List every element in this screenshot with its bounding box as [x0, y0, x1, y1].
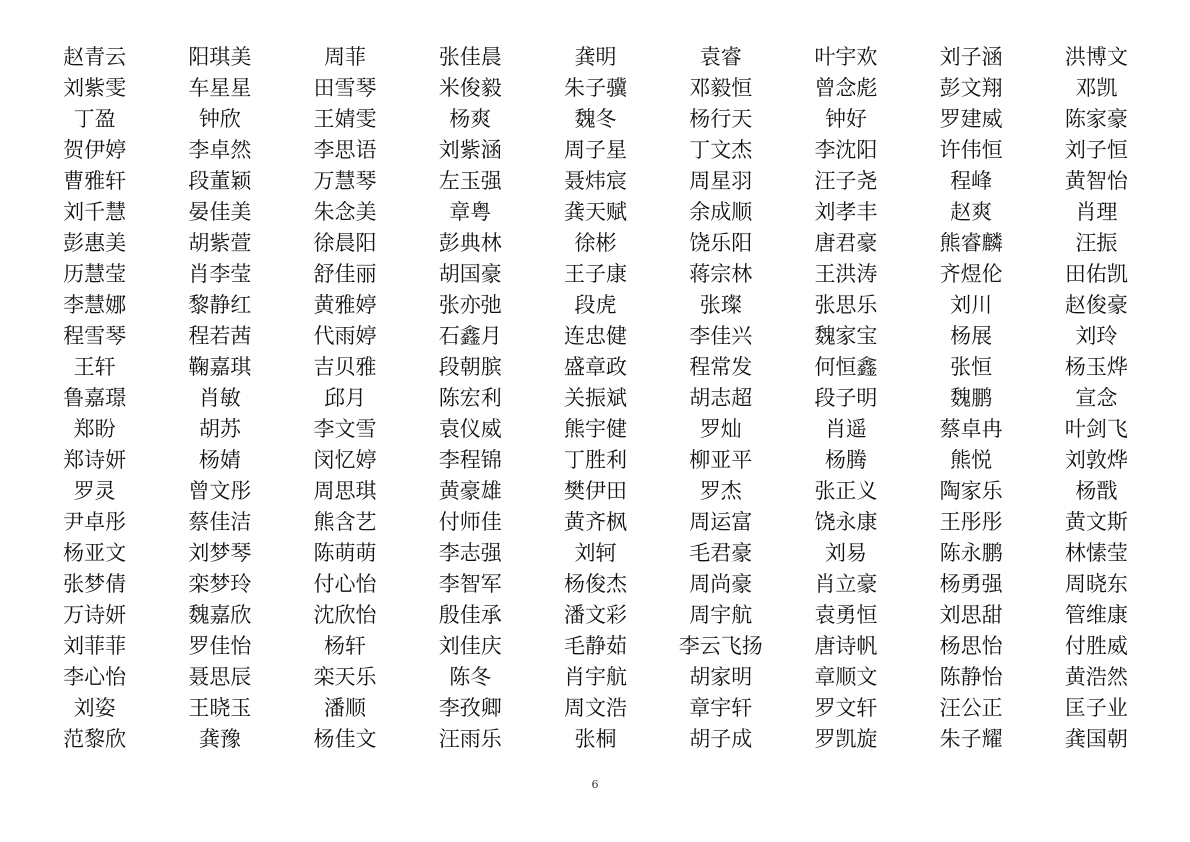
student-name: 黄齐枫: [563, 510, 627, 534]
student-name: 栾梦玲: [188, 572, 252, 596]
student-name: 闵忆婷: [313, 448, 377, 472]
student-name: 毛静茹: [563, 634, 627, 658]
student-name: 毛君豪: [689, 541, 753, 565]
student-name: 左玉强: [438, 169, 502, 193]
student-name: 杨佳文: [313, 727, 377, 751]
student-name: 朱子耀: [939, 727, 1003, 751]
student-name: 肖李莹: [188, 262, 252, 286]
student-name: 贺伊婷: [63, 138, 127, 162]
student-name: 杨亚文: [63, 541, 127, 565]
student-name: 黎静红: [188, 293, 252, 317]
page-number: 6: [591, 778, 599, 791]
student-name: 彭文翔: [939, 76, 1003, 100]
student-name: 付师佳: [438, 510, 502, 534]
student-name: 刘紫涵: [438, 138, 502, 162]
student-name: 刘川: [950, 293, 993, 317]
student-name: 赵爽: [950, 200, 993, 224]
student-name: 许伟恒: [939, 138, 1003, 162]
student-name: 林愫莹: [1064, 541, 1128, 565]
student-name: 彭惠美: [63, 231, 127, 255]
student-name: 蒋宗林: [689, 262, 753, 286]
student-name: 陈宏利: [438, 386, 502, 410]
student-name: 管维康: [1064, 603, 1128, 627]
student-name: 胡子成: [689, 727, 753, 751]
student-name: 肖遥: [824, 417, 867, 441]
student-name: 陈静怡: [939, 665, 1003, 689]
student-name: 罗凯旋: [814, 727, 878, 751]
student-name: 邓凯: [1075, 76, 1118, 100]
student-name: 鲁嘉璟: [63, 386, 127, 410]
student-name: 杨腾: [824, 448, 867, 472]
student-name: 陈永鹏: [939, 541, 1003, 565]
student-name: 张桐: [574, 727, 617, 751]
student-name: 刘轲: [574, 541, 617, 565]
student-name: 胡家明: [689, 665, 753, 689]
student-name: 潘顺: [324, 696, 367, 720]
student-name: 刘易: [824, 541, 867, 565]
student-name: 杨思怡: [939, 634, 1003, 658]
student-name: 段子明: [814, 386, 878, 410]
student-name: 万慧琴: [313, 169, 377, 193]
student-name: 钟欣: [198, 107, 241, 131]
student-name: 杨俊杰: [563, 572, 627, 596]
student-name: 王洪涛: [814, 262, 878, 286]
student-name: 张佳晨: [438, 45, 502, 69]
student-name: 阳琪美: [188, 45, 252, 69]
student-name: 何恒鑫: [814, 355, 878, 379]
student-name: 陈家豪: [1064, 107, 1128, 131]
student-name: 郑诗妍: [63, 448, 127, 472]
student-name: 邓毅恒: [689, 76, 753, 100]
student-name: 杨行天: [689, 107, 753, 131]
student-name: 柳亚平: [689, 448, 753, 472]
student-name: 张璨: [699, 293, 742, 317]
student-name: 肖理: [1075, 200, 1118, 224]
student-name: 肖立豪: [814, 572, 878, 596]
student-name: 杨玉烨: [1064, 355, 1128, 379]
student-name: 朱念美: [313, 200, 377, 224]
student-name: 王晓玉: [188, 696, 252, 720]
student-name: 张恒: [950, 355, 993, 379]
student-name: 叶宇欢: [814, 45, 878, 69]
student-name: 李佳兴: [689, 324, 753, 348]
student-name: 龚天赋: [563, 200, 627, 224]
student-name: 李智军: [438, 572, 502, 596]
student-name: 罗佳怡: [188, 634, 252, 658]
student-name: 汪振: [1075, 231, 1118, 255]
student-name: 周星羽: [689, 169, 753, 193]
student-name: 曾念彪: [814, 76, 878, 100]
student-name: 魏嘉欣: [188, 603, 252, 627]
student-name: 熊宇健: [563, 417, 627, 441]
student-name: 程若茜: [188, 324, 252, 348]
student-name: 舒佳丽: [313, 262, 377, 286]
student-name: 李思语: [313, 138, 377, 162]
student-name: 王子康: [563, 262, 627, 286]
student-name: 杨戬: [1075, 479, 1118, 503]
student-name: 刘千慧: [63, 200, 127, 224]
student-name: 龚明: [574, 45, 617, 69]
student-name: 魏家宝: [814, 324, 878, 348]
student-name: 周思琪: [313, 479, 377, 503]
student-name: 刘思甜: [939, 603, 1003, 627]
student-name: 李文雪: [313, 417, 377, 441]
student-name: 米俊毅: [438, 76, 502, 100]
student-name: 饶永康: [814, 510, 878, 534]
student-name: 袁勇恒: [814, 603, 878, 627]
student-name: 章宇轩: [689, 696, 753, 720]
student-name: 彭典林: [438, 231, 502, 255]
student-name: 周子星: [563, 138, 627, 162]
student-name: 万诗妍: [63, 603, 127, 627]
student-name: 聂思辰: [188, 665, 252, 689]
student-name: 罗灵: [73, 479, 116, 503]
student-name: 袁睿: [699, 45, 742, 69]
student-name: 袁仪威: [438, 417, 502, 441]
student-name: 魏鹏: [950, 386, 993, 410]
student-name: 李心怡: [63, 665, 127, 689]
student-name: 刘子恒: [1064, 138, 1128, 162]
student-name: 程雪琴: [63, 324, 127, 348]
student-name: 鞠嘉琪: [188, 355, 252, 379]
student-name: 杨爽: [449, 107, 492, 131]
student-name: 黄雅婷: [313, 293, 377, 317]
student-name: 范黎欣: [63, 727, 127, 751]
student-name: 唐君豪: [814, 231, 878, 255]
student-name: 刘梦琴: [188, 541, 252, 565]
student-name: 田佑凯: [1064, 262, 1128, 286]
student-name: 殷佳承: [438, 603, 502, 627]
student-name: 章粤: [449, 200, 492, 224]
student-name: 尹卓彤: [63, 510, 127, 534]
student-name: 章顺文: [814, 665, 878, 689]
student-name: 刘孝丰: [814, 200, 878, 224]
student-name: 周宇航: [689, 603, 753, 627]
student-name: 宣念: [1075, 386, 1118, 410]
student-name: 王婧雯: [313, 107, 377, 131]
student-name: 陶家乐: [939, 479, 1003, 503]
student-name: 李卓然: [188, 138, 252, 162]
student-name: 段董颖: [188, 169, 252, 193]
student-name: 刘紫雯: [63, 76, 127, 100]
student-name: 郑盼: [73, 417, 116, 441]
student-name: 汪公正: [939, 696, 1003, 720]
student-name: 关振斌: [563, 386, 627, 410]
student-name: 胡苏: [198, 417, 241, 441]
student-name: 付心怡: [313, 572, 377, 596]
student-name: 齐煜伦: [939, 262, 1003, 286]
student-name: 汪子尧: [814, 169, 878, 193]
student-name: 周晓东: [1064, 572, 1128, 596]
student-name: 丁文杰: [689, 138, 753, 162]
student-name: 李孜卿: [438, 696, 502, 720]
student-name: 丁盈: [73, 107, 116, 131]
student-name: 程常发: [689, 355, 753, 379]
student-name: 龚豫: [198, 727, 241, 751]
student-name: 石鑫月: [438, 324, 502, 348]
student-name: 沈欣怡: [313, 603, 377, 627]
student-name: 汪雨乐: [438, 727, 502, 751]
student-name: 李云飞扬: [678, 634, 763, 658]
student-name: 盛章政: [563, 355, 627, 379]
student-name: 李志强: [438, 541, 502, 565]
student-name: 罗建威: [939, 107, 1003, 131]
student-name: 陈冬: [449, 665, 492, 689]
student-name: 胡志超: [689, 386, 753, 410]
student-name: 栾天乐: [313, 665, 377, 689]
student-name: 熊睿麟: [939, 231, 1003, 255]
student-name: 唐诗帆: [814, 634, 878, 658]
student-name: 罗灿: [699, 417, 742, 441]
student-name: 刘姿: [73, 696, 116, 720]
student-name: 田雪琴: [313, 76, 377, 100]
student-name: 李慧娜: [63, 293, 127, 317]
student-name: 张正义: [814, 479, 878, 503]
student-name: 刘佳庆: [438, 634, 502, 658]
student-name: 熊含艺: [313, 510, 377, 534]
student-name: 赵俊豪: [1064, 293, 1128, 317]
student-name: 魏冬: [574, 107, 617, 131]
student-name: 段虎: [574, 293, 617, 317]
student-name: 肖宇航: [563, 665, 627, 689]
student-name: 黄浩然: [1064, 665, 1128, 689]
student-name: 杨婧: [198, 448, 241, 472]
student-name: 程峰: [950, 169, 993, 193]
student-name: 余成顺: [689, 200, 753, 224]
student-name: 周文浩: [563, 696, 627, 720]
student-name: 洪博文: [1064, 45, 1128, 69]
student-name: 龚国朝: [1064, 727, 1128, 751]
student-name: 朱子骥: [563, 76, 627, 100]
student-name: 罗杰: [699, 479, 742, 503]
student-name: 杨勇强: [939, 572, 1003, 596]
student-name: 张思乐: [814, 293, 878, 317]
student-name: 刘玲: [1075, 324, 1118, 348]
student-name: 叶剑飞: [1064, 417, 1128, 441]
student-name: 蔡佳洁: [188, 510, 252, 534]
student-name: 刘敦烨: [1064, 448, 1128, 472]
student-name: 曹雅轩: [63, 169, 127, 193]
student-name: 王轩: [73, 355, 116, 379]
student-name: 徐彬: [574, 231, 617, 255]
student-name: 饶乐阳: [689, 231, 753, 255]
student-name: 黄豪雄: [438, 479, 502, 503]
student-name: 刘子涵: [939, 45, 1003, 69]
student-name: 吉贝雅: [313, 355, 377, 379]
student-name: 张梦倩: [63, 572, 127, 596]
student-name: 刘菲菲: [63, 634, 127, 658]
student-name: 樊伊田: [563, 479, 627, 503]
student-name: 曾文彤: [188, 479, 252, 503]
student-name: 李程锦: [438, 448, 502, 472]
student-name: 杨轩: [324, 634, 367, 658]
student-name: 熊悦: [950, 448, 993, 472]
student-name: 丁胜利: [563, 448, 627, 472]
student-name: 黄文斯: [1064, 510, 1128, 534]
student-name: 周运富: [689, 510, 753, 534]
student-name: 段朝膑: [438, 355, 502, 379]
student-name: 历慧莹: [63, 262, 127, 286]
student-name: 徐晨阳: [313, 231, 377, 255]
student-name: 黄智怡: [1064, 169, 1128, 193]
name-list-grid: [32, 42, 1159, 755]
student-name: 周尚豪: [689, 572, 753, 596]
student-name: 陈萌萌: [313, 541, 377, 565]
student-name: 蔡卓冉: [939, 417, 1003, 441]
student-name: 潘文彩: [563, 603, 627, 627]
student-name: 车星星: [188, 76, 252, 100]
student-name: 肖敏: [198, 386, 241, 410]
student-name: 赵青云: [63, 45, 127, 69]
student-name: 胡紫萱: [188, 231, 252, 255]
student-name: 王彤彤: [939, 510, 1003, 534]
student-name: 付胜威: [1064, 634, 1128, 658]
student-name: 罗文轩: [814, 696, 878, 720]
student-name: 邱月: [324, 386, 367, 410]
student-name: 代雨婷: [313, 324, 377, 348]
student-name: 周菲: [324, 45, 367, 69]
student-name: 张亦弛: [438, 293, 502, 317]
student-name: 聂炜宸: [563, 169, 627, 193]
student-name: 匡子业: [1064, 696, 1128, 720]
student-name: 胡国豪: [438, 262, 502, 286]
student-name: 连忠健: [563, 324, 627, 348]
student-name: 钟好: [824, 107, 867, 131]
student-name: 晏佳美: [188, 200, 252, 224]
student-name: 杨展: [950, 324, 993, 348]
student-name: 李沈阳: [814, 138, 878, 162]
